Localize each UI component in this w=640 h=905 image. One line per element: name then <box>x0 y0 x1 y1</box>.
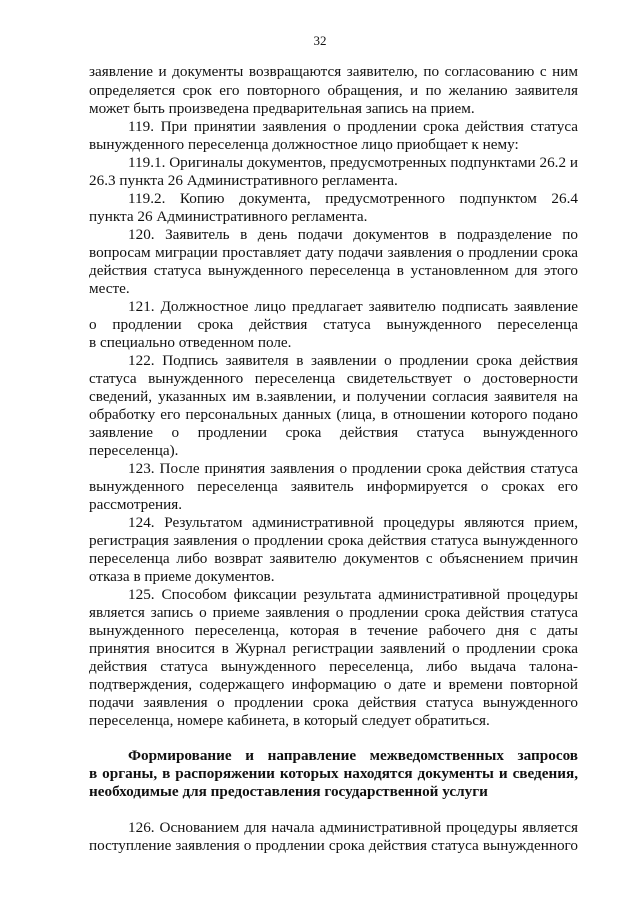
text-line: переселенца). <box>89 442 179 459</box>
text-line: 120. Заявитель в день подачи документов в подразделение по <box>128 226 578 243</box>
section-heading: Формирование и направление межведомственных запросов <box>128 747 578 764</box>
text-line: подтверждения, содержащего информацию о дате и времени повторной <box>89 676 578 693</box>
text-line: отказа в приеме документов. <box>89 568 275 585</box>
text-line: переселенца либо возврат заявителю документов с объяснением причин <box>89 550 578 567</box>
text-line: действия статуса вынужденного переселенца, либо выдача талона- <box>89 658 578 675</box>
text-line: 119.2. Копию документа, предусмотренного подпунктом 26.4 <box>128 190 578 207</box>
text-line: 119. При принятии заявления о продлении срока действия статуса <box>128 118 578 135</box>
text-line: вынужденного переселенца заявитель информируется о сроках его <box>89 478 578 495</box>
text-line: подачи заявления о продлении срока действия статуса вынужденного <box>89 694 578 711</box>
text-line: вынужденного переселенца должностное лицо приобщает к нему: <box>89 136 519 153</box>
text-line: поступление заявления о продлении срока действия статуса вынужденного <box>89 837 578 854</box>
text-line: в специально отведенном поле. <box>89 334 292 351</box>
text-line: регистрация заявления о продлении срока действия статуса вынужденного <box>89 532 578 549</box>
text-line: обработку его персональных данных (лица, в отношении которого подано <box>89 406 578 423</box>
page-number: 32 <box>313 33 327 48</box>
text-line: месте. <box>89 280 130 297</box>
text-line: пункта 26 Административного регламента. <box>89 208 368 225</box>
text-line: 122. Подпись заявителя в заявлении о продлении срока действия <box>128 352 578 369</box>
text-line: 124. Результатом административной процедуры являются прием, <box>128 514 578 531</box>
text-line: действия статуса вынужденного переселенца в установленном для этого <box>89 262 578 279</box>
text-line: вопросам миграции проставляет дату подачи заявления о продлении срока <box>89 244 578 261</box>
section-heading: необходимые для предоставления государственной услуги <box>89 783 488 800</box>
text-line: заявление и документы возвращаются заявителю, по согласованию с ним <box>89 63 578 80</box>
text-line: статуса вынужденного переселенца свидетельствует о достоверности <box>89 370 578 387</box>
section-heading: в органы, в распоряжении которых находятся документы и сведения, <box>89 765 578 782</box>
text-line: переселенца, номере кабинета, в который следует обратиться. <box>89 712 490 729</box>
text-line: сведений, указанных им в.заявлении, и получении согласия заявителя на <box>89 388 578 405</box>
text-line: рассмотрения. <box>89 496 183 513</box>
text-line: о продлении срока действия статуса вынужденного переселенца <box>89 316 578 333</box>
text-line: является запись о приеме заявления о продлении срока действия статуса <box>89 604 578 621</box>
text-line: определяется срок его повторного обращения, и по желанию заявителя <box>89 82 578 99</box>
text-line: 126. Основанием для начала административной процедуры является <box>128 819 578 836</box>
text-line: принятия вносится в Журнал регистрации заявлений о продлении срока <box>89 640 578 657</box>
text-line: 123. После принятия заявления о продлении срока действия статуса <box>128 460 578 477</box>
text-line: 121. Должностное лицо предлагает заявителю подписать заявление <box>128 298 578 315</box>
text-line: может быть произведена предварительная запись на прием. <box>89 100 475 117</box>
text-line: 125. Способом фиксации результата административной процедуры <box>128 586 578 603</box>
text-line: 119.1. Оригиналы документов, предусмотренных подпунктами 26.2 и <box>128 154 578 171</box>
text-line: 26.3 пункта 26 Административного регламента. <box>89 172 398 189</box>
text-line: заявление о продлении срока действия статуса вынужденного <box>89 424 578 441</box>
text-line: вынужденного переселенца, которая в течение рабочего дня с даты <box>89 622 578 639</box>
